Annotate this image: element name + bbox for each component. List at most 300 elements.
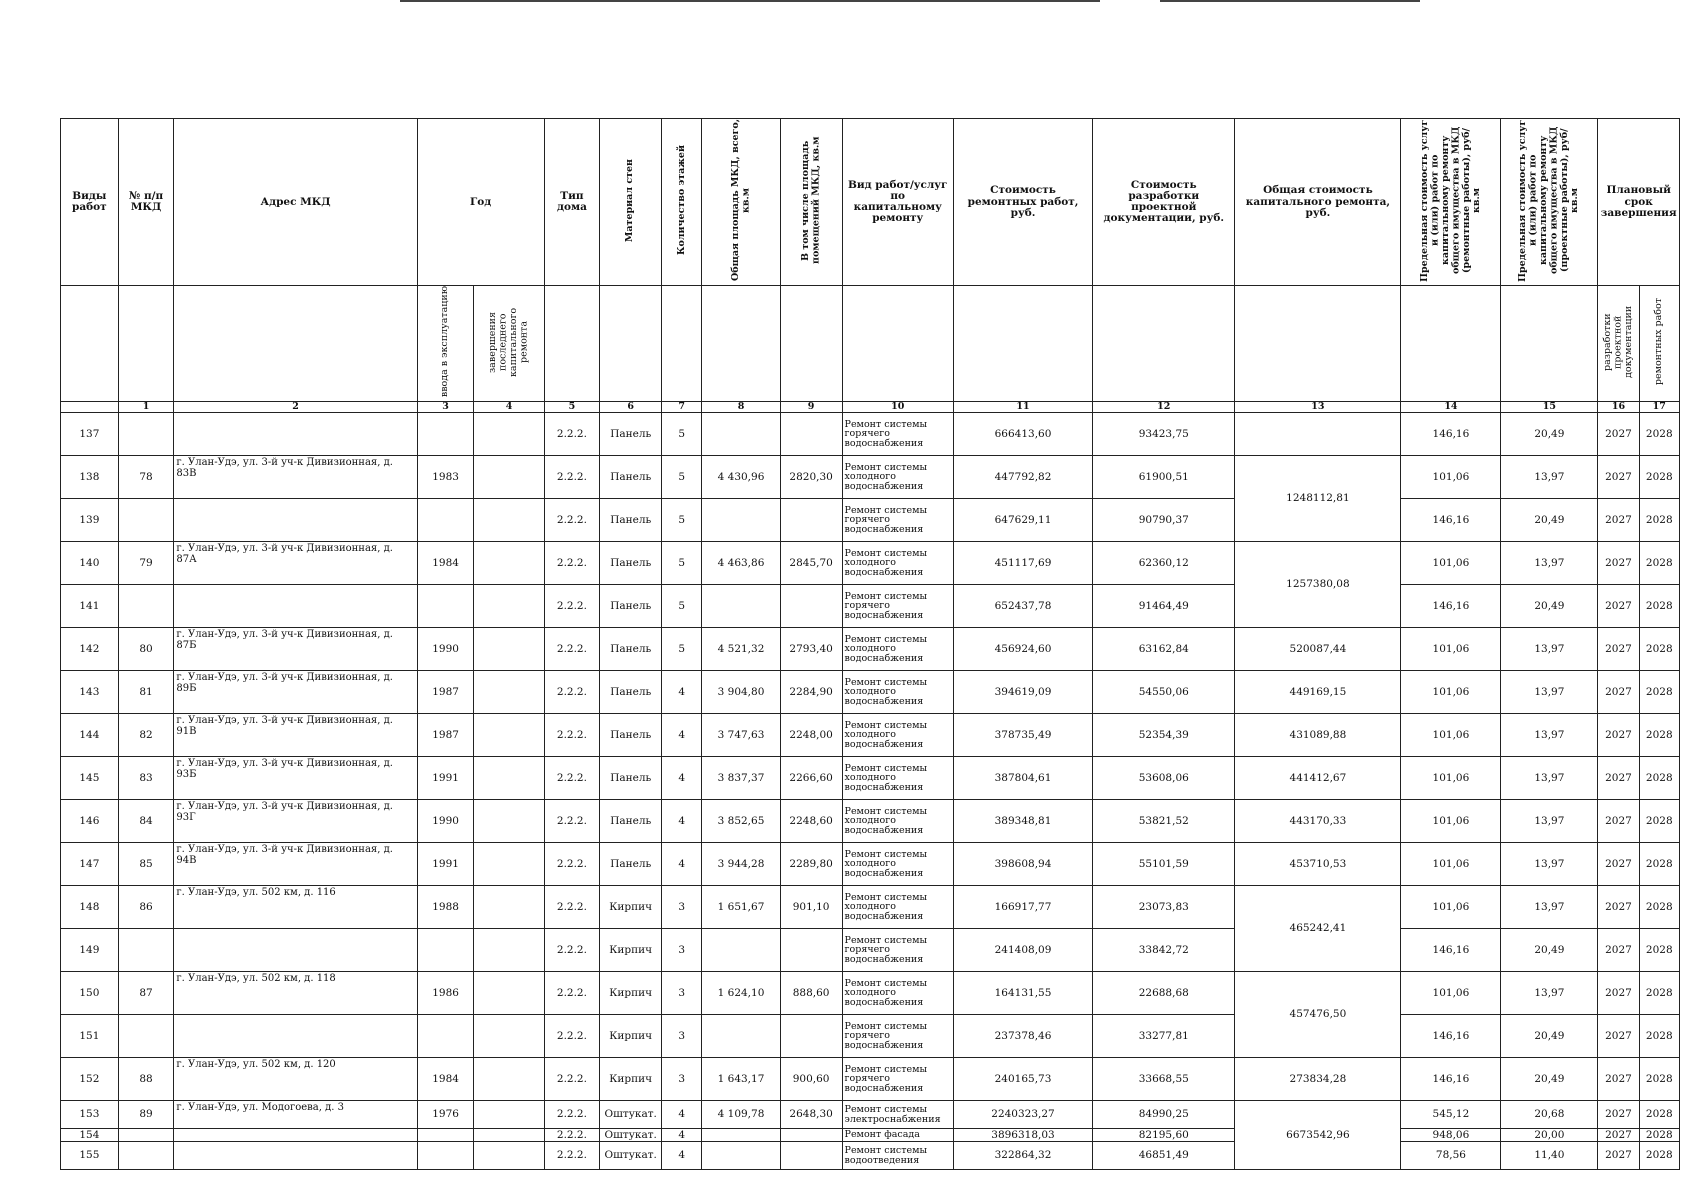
premises-area [780, 929, 842, 972]
header-blank [118, 286, 174, 402]
mkd-number [118, 929, 174, 972]
limit-repair: 101,06 [1401, 757, 1501, 800]
last-repair-year [474, 1015, 544, 1058]
last-repair-year [474, 972, 544, 1015]
header-blank [1401, 286, 1501, 402]
limit-design: 20,49 [1501, 585, 1598, 628]
floor-count: 5 [662, 413, 702, 456]
column-number: 15 [1501, 402, 1598, 413]
address-cell: г. Улан-Удэ, ул. 3-й уч-к Дивизионная, д. 83В [174, 456, 417, 499]
repair-cost: 447792,82 [953, 456, 1092, 499]
total-area: 3 747,63 [702, 714, 780, 757]
row-number: 139 [61, 499, 119, 542]
column-number: 5 [544, 402, 600, 413]
address-cell: г. Улан-Удэ, ул. 3-й уч-к Дивизионная, д. 93Г [174, 800, 417, 843]
column-number: 4 [474, 402, 544, 413]
house-type: 2.2.2. [544, 1015, 600, 1058]
house-type: 2.2.2. [544, 886, 600, 929]
floor-count: 4 [662, 714, 702, 757]
address-cell: г. Улан-Удэ, ул. 3-й уч-к Дивизионная, д. 89Б [174, 671, 417, 714]
repair-cost: 2240323,27 [953, 1101, 1092, 1129]
limit-repair: 101,06 [1401, 800, 1501, 843]
floor-count: 4 [662, 800, 702, 843]
limit-design: 13,97 [1501, 542, 1598, 585]
last-repair-year [474, 757, 544, 800]
mkd-number [118, 1015, 174, 1058]
house-type: 2.2.2. [544, 671, 600, 714]
address-cell: г. Улан-Удэ, ул. 502 км, д. 118 [174, 972, 417, 1015]
header-planned-deadline: Плановый срок завершения [1598, 119, 1680, 286]
address-cell: г. Улан-Удэ, ул. 3-й уч-к Дивизионная, д. 91В [174, 714, 417, 757]
table-row [61, 499, 1680, 542]
deadline-repair: 2028 [1639, 542, 1679, 585]
header-address: Адрес МКД [174, 119, 417, 286]
total-area: 4 109,78 [702, 1101, 780, 1129]
deadline-repair: 2028 [1639, 972, 1679, 1015]
deadline-design: 2027 [1598, 671, 1639, 714]
design-cost: 46851,49 [1093, 1142, 1235, 1170]
limit-repair: 78,56 [1401, 1142, 1501, 1170]
repair-cost: 241408,09 [953, 929, 1092, 972]
design-cost: 90790,37 [1093, 499, 1235, 542]
deadline-design: 2027 [1598, 456, 1639, 499]
repair-cost: 164131,55 [953, 972, 1092, 1015]
premises-area: 2820,30 [780, 456, 842, 499]
deadline-design: 2027 [1598, 929, 1639, 972]
row-number: 146 [61, 800, 119, 843]
total-area [702, 1129, 780, 1142]
mkd-number: 79 [118, 542, 174, 585]
wall-material: Панель [600, 413, 662, 456]
limit-repair: 101,06 [1401, 628, 1501, 671]
last-repair-year [474, 413, 544, 456]
last-repair-year [474, 585, 544, 628]
limit-design: 11,40 [1501, 1142, 1598, 1170]
premises-area [780, 1142, 842, 1170]
mkd-number [118, 1142, 174, 1170]
deadline-design: 2027 [1598, 499, 1639, 542]
commission-year: 1983 [417, 456, 474, 499]
repair-cost: 398608,94 [953, 843, 1092, 886]
last-repair-year [474, 542, 544, 585]
commission-year: 1990 [417, 800, 474, 843]
total-area [702, 499, 780, 542]
floor-count: 3 [662, 886, 702, 929]
deadline-repair: 2028 [1639, 671, 1679, 714]
deadline-design: 2027 [1598, 542, 1639, 585]
floor-count: 5 [662, 456, 702, 499]
header-wall-material: Материал стен [600, 119, 662, 286]
work-kind: Ремонт системы холодного водоснабжения [842, 843, 953, 886]
last-repair-year [474, 628, 544, 671]
repair-cost: 237378,46 [953, 1015, 1092, 1058]
scan-top-rule [1160, 0, 1420, 2]
house-type: 2.2.2. [544, 542, 600, 585]
house-type: 2.2.2. [544, 929, 600, 972]
table-row [61, 1101, 1680, 1129]
commission-year: 1984 [417, 542, 474, 585]
row-number: 152 [61, 1058, 119, 1101]
work-kind: Ремонт системы водоотведения [842, 1142, 953, 1170]
last-repair-year [474, 1142, 544, 1170]
total-area [702, 413, 780, 456]
limit-repair: 948,06 [1401, 1129, 1501, 1142]
design-cost: 33842,72 [1093, 929, 1235, 972]
commission-year [417, 1142, 474, 1170]
header-blank [702, 286, 780, 402]
header-floors: Количество этажей [662, 119, 702, 286]
design-cost: 22688,68 [1093, 972, 1235, 1015]
address-cell: г. Улан-Удэ, ул. Модогоева, д. 3 [174, 1101, 417, 1129]
wall-material: Оштукат. [600, 1142, 662, 1170]
repair-cost: 456924,60 [953, 628, 1092, 671]
table-row [61, 585, 1680, 628]
mkd-number: 83 [118, 757, 174, 800]
premises-area [780, 413, 842, 456]
header-blank [1235, 286, 1401, 402]
total-cost: 6673542,96 [1235, 1101, 1401, 1170]
header-blank [600, 286, 662, 402]
address-cell: г. Улан-Удэ, ул. 502 км, д. 120 [174, 1058, 417, 1101]
mkd-number: 81 [118, 671, 174, 714]
deadline-repair: 2028 [1639, 413, 1679, 456]
limit-repair: 101,06 [1401, 671, 1501, 714]
floor-count: 5 [662, 585, 702, 628]
floor-count: 5 [662, 628, 702, 671]
table-row [61, 972, 1680, 1015]
total-area: 1 624,10 [702, 972, 780, 1015]
address-cell [174, 1142, 417, 1170]
commission-year: 1987 [417, 714, 474, 757]
repair-cost: 647629,11 [953, 499, 1092, 542]
row-number: 142 [61, 628, 119, 671]
total-cost: 1257380,08 [1235, 542, 1401, 628]
design-cost: 53821,52 [1093, 800, 1235, 843]
row-number: 147 [61, 843, 119, 886]
deadline-repair: 2028 [1639, 800, 1679, 843]
limit-repair: 545,12 [1401, 1101, 1501, 1129]
design-cost: 93423,75 [1093, 413, 1235, 456]
total-area: 3 944,28 [702, 843, 780, 886]
deadline-repair: 2028 [1639, 843, 1679, 886]
total-cost: 443170,33 [1235, 800, 1401, 843]
deadline-design: 2027 [1598, 628, 1639, 671]
floor-count: 4 [662, 1129, 702, 1142]
last-repair-year [474, 1101, 544, 1129]
work-kind: Ремонт системы горячего водоснабжения [842, 1015, 953, 1058]
address-cell [174, 1129, 417, 1142]
work-kind: Ремонт системы холодного водоснабжения [842, 757, 953, 800]
floor-count: 3 [662, 972, 702, 1015]
limit-design: 20,68 [1501, 1101, 1598, 1129]
house-type: 2.2.2. [544, 628, 600, 671]
design-cost: 54550,06 [1093, 671, 1235, 714]
mkd-number: 87 [118, 972, 174, 1015]
column-number: 10 [842, 402, 953, 413]
last-repair-year [474, 843, 544, 886]
deadline-repair: 2028 [1639, 929, 1679, 972]
header-year: Год [417, 119, 544, 286]
total-cost: 431089,88 [1235, 714, 1401, 757]
header-limit-design: Предельная стоимость услуг и (или) работ по капитальному ремонту общего имущества в МКД (проектные работы), руб/кв.м [1501, 119, 1598, 286]
limit-design: 13,97 [1501, 800, 1598, 843]
repair-cost: 378735,49 [953, 714, 1092, 757]
row-number: 148 [61, 886, 119, 929]
wall-material: Панель [600, 757, 662, 800]
premises-area: 2284,90 [780, 671, 842, 714]
deadline-repair: 2028 [1639, 499, 1679, 542]
total-cost: 465242,41 [1235, 886, 1401, 972]
premises-area [780, 585, 842, 628]
total-area: 3 837,37 [702, 757, 780, 800]
column-number: 16 [1598, 402, 1639, 413]
repair-cost: 451117,69 [953, 542, 1092, 585]
header-work-kind: Вид работ/услуг по капитальному ремонту [842, 119, 953, 286]
deadline-repair: 2028 [1639, 585, 1679, 628]
total-area: 1 643,17 [702, 1058, 780, 1101]
mkd-number: 82 [118, 714, 174, 757]
repair-cost: 3896318,03 [953, 1129, 1092, 1142]
address-cell [174, 499, 417, 542]
last-repair-year [474, 929, 544, 972]
limit-repair: 101,06 [1401, 972, 1501, 1015]
row-number: 149 [61, 929, 119, 972]
table-row [61, 542, 1680, 585]
work-kind: Ремонт системы горячего водоснабжения [842, 413, 953, 456]
deadline-repair: 2028 [1639, 714, 1679, 757]
address-cell: г. Улан-Удэ, ул. 502 км, д. 116 [174, 886, 417, 929]
commission-year: 1987 [417, 671, 474, 714]
house-type: 2.2.2. [544, 800, 600, 843]
column-number: 9 [780, 402, 842, 413]
commission-year [417, 585, 474, 628]
floor-count: 3 [662, 929, 702, 972]
design-cost: 52354,39 [1093, 714, 1235, 757]
limit-design: 20,49 [1501, 1015, 1598, 1058]
limit-repair: 101,06 [1401, 714, 1501, 757]
wall-material: Панель [600, 628, 662, 671]
column-number: 2 [174, 402, 417, 413]
last-repair-year [474, 886, 544, 929]
total-cost: 441412,67 [1235, 757, 1401, 800]
work-kind: Ремонт системы холодного водоснабжения [842, 542, 953, 585]
commission-year: 1988 [417, 886, 474, 929]
house-type: 2.2.2. [544, 1129, 600, 1142]
header-premises-area: В том числе площадь помещений МКД, кв.м [780, 119, 842, 286]
limit-design: 20,49 [1501, 413, 1598, 456]
design-cost: 84990,25 [1093, 1101, 1235, 1129]
wall-material: Кирпич [600, 929, 662, 972]
work-kind: Ремонт системы горячего водоснабжения [842, 929, 953, 972]
header-blank [662, 286, 702, 402]
column-number: 6 [600, 402, 662, 413]
premises-area: 2289,80 [780, 843, 842, 886]
work-kind: Ремонт системы горячего водоснабжения [842, 1058, 953, 1101]
repair-cost: 389348,81 [953, 800, 1092, 843]
deadline-repair: 2028 [1639, 886, 1679, 929]
deadline-design: 2027 [1598, 1015, 1639, 1058]
design-cost: 91464,49 [1093, 585, 1235, 628]
table-row [61, 456, 1680, 499]
row-number: 140 [61, 542, 119, 585]
table-row [61, 1129, 1680, 1142]
row-number: 153 [61, 1101, 119, 1129]
house-type: 2.2.2. [544, 456, 600, 499]
mkd-number: 80 [118, 628, 174, 671]
work-kind: Ремонт системы холодного водоснабжения [842, 456, 953, 499]
wall-material: Кирпич [600, 886, 662, 929]
header-year-last-repair: завершения последнего капитального ремонта [474, 286, 544, 402]
last-repair-year [474, 671, 544, 714]
deadline-design: 2027 [1598, 1142, 1639, 1170]
house-type: 2.2.2. [544, 499, 600, 542]
wall-material: Панель [600, 585, 662, 628]
premises-area: 2648,30 [780, 1101, 842, 1129]
floor-count: 3 [662, 1015, 702, 1058]
header-work-types: Виды работ [61, 119, 119, 286]
deadline-design: 2027 [1598, 886, 1639, 929]
column-number: 8 [702, 402, 780, 413]
floor-count: 4 [662, 843, 702, 886]
address-cell [174, 585, 417, 628]
total-cost: 453710,53 [1235, 843, 1401, 886]
floor-count: 5 [662, 499, 702, 542]
column-number [61, 402, 119, 413]
total-area: 4 463,86 [702, 542, 780, 585]
deadline-design: 2027 [1598, 585, 1639, 628]
limit-design: 20,00 [1501, 1129, 1598, 1142]
header-total-cost: Общая стоимость капитального ремонта, руб. [1235, 119, 1401, 286]
deadline-design: 2027 [1598, 757, 1639, 800]
table-row [61, 628, 1680, 671]
commission-year [417, 1129, 474, 1142]
wall-material: Кирпич [600, 1058, 662, 1101]
total-area [702, 585, 780, 628]
repair-cost: 240165,73 [953, 1058, 1092, 1101]
work-kind: Ремонт системы холодного водоснабжения [842, 671, 953, 714]
limit-repair: 146,16 [1401, 585, 1501, 628]
wall-material: Панель [600, 843, 662, 886]
deadline-design: 2027 [1598, 800, 1639, 843]
commission-year [417, 929, 474, 972]
row-number: 138 [61, 456, 119, 499]
limit-repair: 146,16 [1401, 929, 1501, 972]
address-cell [174, 1015, 417, 1058]
mkd-number [118, 413, 174, 456]
limit-repair: 146,16 [1401, 1058, 1501, 1101]
commission-year: 1990 [417, 628, 474, 671]
repair-cost: 666413,60 [953, 413, 1092, 456]
design-cost: 62360,12 [1093, 542, 1235, 585]
row-number: 144 [61, 714, 119, 757]
premises-area: 2793,40 [780, 628, 842, 671]
row-number: 155 [61, 1142, 119, 1170]
deadline-design: 2027 [1598, 1058, 1639, 1101]
deadline-repair: 2028 [1639, 1101, 1679, 1129]
address-cell: г. Улан-Удэ, ул. 3-й уч-к Дивизионная, д. 94В [174, 843, 417, 886]
row-number: 150 [61, 972, 119, 1015]
header-blank [174, 286, 417, 402]
header-blank [1501, 286, 1598, 402]
premises-area [780, 499, 842, 542]
premises-area: 901,10 [780, 886, 842, 929]
deadline-design: 2027 [1598, 972, 1639, 1015]
mkd-number: 78 [118, 456, 174, 499]
limit-design: 13,97 [1501, 972, 1598, 1015]
mkd-number [118, 585, 174, 628]
last-repair-year [474, 499, 544, 542]
total-area: 4 430,96 [702, 456, 780, 499]
table-row [61, 1015, 1680, 1058]
total-cost: 520087,44 [1235, 628, 1401, 671]
header-blank [1093, 286, 1235, 402]
deadline-repair: 2028 [1639, 757, 1679, 800]
last-repair-year [474, 1058, 544, 1101]
house-type: 2.2.2. [544, 972, 600, 1015]
limit-repair: 146,16 [1401, 413, 1501, 456]
wall-material: Панель [600, 499, 662, 542]
wall-material: Кирпич [600, 972, 662, 1015]
commission-year [417, 1015, 474, 1058]
scan-top-rule [400, 0, 1100, 2]
limit-design: 13,97 [1501, 628, 1598, 671]
deadline-repair: 2028 [1639, 628, 1679, 671]
limit-repair: 146,16 [1401, 499, 1501, 542]
total-area [702, 929, 780, 972]
deadline-design: 2027 [1598, 413, 1639, 456]
limit-design: 13,97 [1501, 671, 1598, 714]
total-area: 4 521,32 [702, 628, 780, 671]
total-area: 3 904,80 [702, 671, 780, 714]
floor-count: 4 [662, 671, 702, 714]
deadline-repair: 2028 [1639, 1015, 1679, 1058]
design-cost: 61900,51 [1093, 456, 1235, 499]
design-cost: 23073,83 [1093, 886, 1235, 929]
header-limit-repair: Предельная стоимость услуг и (или) работ по капитальному ремонту общего имущества в МКД (ремонтные работы), руб/кв.м [1401, 119, 1501, 286]
table-row [61, 1058, 1680, 1101]
capital-repair-table [60, 118, 1680, 1170]
total-cost: 457476,50 [1235, 972, 1401, 1058]
design-cost: 33277,81 [1093, 1015, 1235, 1058]
table-row [61, 886, 1680, 929]
row-number: 154 [61, 1129, 119, 1142]
house-type: 2.2.2. [544, 1058, 600, 1101]
limit-repair: 101,06 [1401, 456, 1501, 499]
premises-area: 888,60 [780, 972, 842, 1015]
total-area: 3 852,65 [702, 800, 780, 843]
design-cost: 82195,60 [1093, 1129, 1235, 1142]
work-kind: Ремонт системы холодного водоснабжения [842, 972, 953, 1015]
deadline-design: 2027 [1598, 843, 1639, 886]
deadline-design: 2027 [1598, 714, 1639, 757]
last-repair-year [474, 800, 544, 843]
column-number: 13 [1235, 402, 1401, 413]
row-number: 151 [61, 1015, 119, 1058]
total-cost: 1248112,81 [1235, 456, 1401, 542]
limit-design: 13,97 [1501, 714, 1598, 757]
premises-area: 2845,70 [780, 542, 842, 585]
table-body [61, 413, 1680, 1170]
column-number: 11 [953, 402, 1092, 413]
work-kind: Ремонт системы электроснабжения [842, 1101, 953, 1129]
premises-area: 2248,00 [780, 714, 842, 757]
header-repair-cost: Стоимость ремонтных работ, руб. [953, 119, 1092, 286]
house-type: 2.2.2. [544, 413, 600, 456]
premises-area [780, 1015, 842, 1058]
header-blank [953, 286, 1092, 402]
limit-design: 20,49 [1501, 929, 1598, 972]
repair-cost: 322864,32 [953, 1142, 1092, 1170]
